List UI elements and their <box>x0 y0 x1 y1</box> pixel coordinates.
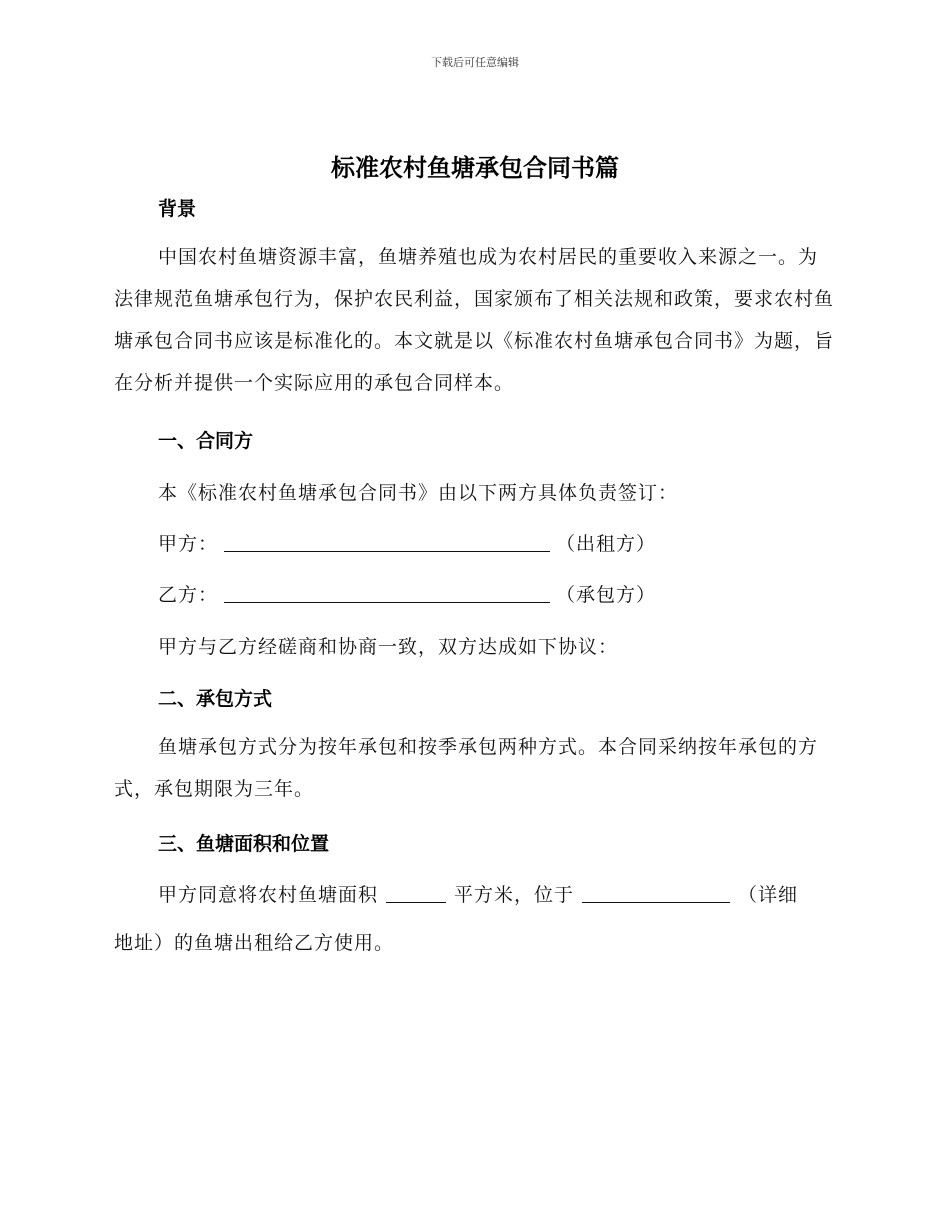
area-mid: 平方米，位于 <box>454 884 575 906</box>
section-heading-area: 三、鱼塘面积和位置 <box>158 833 330 855</box>
party-a-line <box>158 529 656 556</box>
party-a-role: （出租方） <box>556 533 657 555</box>
method-paragraph: 鱼塘承包方式分为按年承包和按季承包两种方式。本合同采纳按年承包的方式，承包期限为三年。 <box>114 736 819 800</box>
agreement-line: 甲方与乙方经磋商和协商一致，双方达成如下协议： <box>158 636 619 658</box>
area-suffix: （详细 <box>738 884 799 906</box>
document-title: 标准农村鱼塘承包合同书篇 <box>331 154 619 182</box>
area-size-blank <box>386 901 446 903</box>
area-prefix: 甲方同意将农村鱼塘面积 <box>158 884 379 906</box>
party-a-label: 甲方： <box>158 533 219 555</box>
parties-intro: 本《标准农村鱼塘承包合同书》由以下两方具体负责签订： <box>158 482 679 504</box>
party-b-blank <box>224 601 550 603</box>
party-b-role: （承包方） <box>556 584 657 606</box>
section-heading-background: 背景 <box>158 198 197 220</box>
header-note: 下载后可任意编辑 <box>431 56 519 69</box>
address-blank <box>582 901 730 903</box>
area-line-1 <box>158 880 798 907</box>
party-b-line <box>158 580 656 607</box>
background-paragraph: 中国农村鱼塘资源丰富，鱼塘养殖也成为农村居民的重要收入来源之一。为法律规范鱼塘承包行为，保护农民利益，国家颁布了相关法规和政策，要求农村鱼塘承包合同书应该是标准化的。本文就是以《标准农村鱼塘承包合同书》为题，旨在分析并提供一个实际应用的承包合同样本。 <box>114 246 835 394</box>
party-b-label: 乙方： <box>158 584 219 606</box>
section-heading-method: 二、承包方式 <box>158 688 273 710</box>
section-heading-parties: 一、合同方 <box>158 430 254 452</box>
area-line-2: 地址）的鱼塘出租给乙方使用。 <box>114 932 395 954</box>
party-a-blank <box>224 550 550 552</box>
